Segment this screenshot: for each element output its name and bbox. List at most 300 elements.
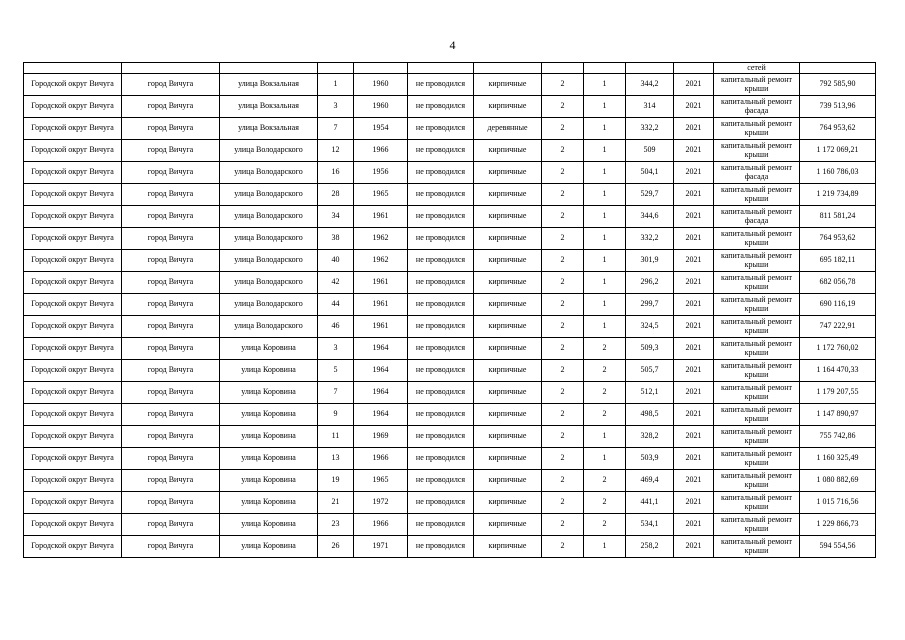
cell-house-number: 21 xyxy=(318,492,354,514)
table-row xyxy=(24,382,876,404)
cell-area: 498,5 xyxy=(626,404,674,426)
cell-wall-material: кирпичные xyxy=(474,316,542,338)
cell-municipality: Городской округ Вичуга xyxy=(24,272,122,294)
cell-wall-material: деревянные xyxy=(474,118,542,140)
cell-street: улица Коровина xyxy=(220,382,318,404)
cell-house-number: 34 xyxy=(318,206,354,228)
cell-entrances: 1 xyxy=(584,162,626,184)
cell-wall-material: кирпичные xyxy=(474,184,542,206)
cell-house-number: 19 xyxy=(318,470,354,492)
cell-floors: 2 xyxy=(542,118,584,140)
cell-floors: 2 xyxy=(542,492,584,514)
cell-municipality: Городской округ Вичуга xyxy=(24,74,122,96)
cell-house-number: 3 xyxy=(318,338,354,360)
cell-floors: 2 xyxy=(542,294,584,316)
cell-wall-material: кирпичные xyxy=(474,382,542,404)
cell-municipality: Городской округ Вичуга xyxy=(24,118,122,140)
table-row xyxy=(24,272,876,294)
cell-build-year: 1964 xyxy=(354,360,408,382)
table-row xyxy=(24,162,876,184)
cell-street: улица Володарского xyxy=(220,206,318,228)
cell-entrances: 1 xyxy=(584,294,626,316)
cell-municipality: Городской округ Вичуга xyxy=(24,514,122,536)
cell-area: 344,2 xyxy=(626,74,674,96)
cell-house-number: 16 xyxy=(318,162,354,184)
cell-entrances: 1 xyxy=(584,272,626,294)
cell-work-type: капитальный ремонт крыши xyxy=(714,382,800,404)
cell-plan-year: 2021 xyxy=(674,228,714,250)
cell-wall-material: кирпичные xyxy=(474,360,542,382)
header-cell xyxy=(122,63,220,74)
cell-wall-material: кирпичные xyxy=(474,272,542,294)
cell-plan-year: 2021 xyxy=(674,514,714,536)
cell-last-repair: не проводился xyxy=(408,316,474,338)
cell-street: улица Коровина xyxy=(220,448,318,470)
table-row xyxy=(24,118,876,140)
cell-work-type: капитальный ремонт крыши xyxy=(714,272,800,294)
cell-settlement: город Вичуга xyxy=(122,492,220,514)
cell-settlement: город Вичуга xyxy=(122,448,220,470)
cell-last-repair: не проводился xyxy=(408,492,474,514)
cell-street: улица Вокзальная xyxy=(220,96,318,118)
cell-entrances: 1 xyxy=(584,206,626,228)
cell-settlement: город Вичуга xyxy=(122,338,220,360)
cell-house-number: 12 xyxy=(318,140,354,162)
cell-last-repair: не проводился xyxy=(408,272,474,294)
cell-area: 505,7 xyxy=(626,360,674,382)
header-cell xyxy=(584,63,626,74)
cell-settlement: город Вичуга xyxy=(122,184,220,206)
cell-build-year: 1961 xyxy=(354,206,408,228)
cell-plan-year: 2021 xyxy=(674,360,714,382)
cell-municipality: Городской округ Вичуга xyxy=(24,338,122,360)
cell-entrances: 1 xyxy=(584,228,626,250)
cell-wall-material: кирпичные xyxy=(474,140,542,162)
cell-plan-year: 2021 xyxy=(674,140,714,162)
cell-cost: 1 160 325,49 xyxy=(800,448,876,470)
table-row xyxy=(24,338,876,360)
cell-floors: 2 xyxy=(542,206,584,228)
cell-floors: 2 xyxy=(542,272,584,294)
cell-cost: 811 581,24 xyxy=(800,206,876,228)
cell-municipality: Городской округ Вичуга xyxy=(24,294,122,316)
cell-work-type: капитальный ремонт крыши xyxy=(714,250,800,272)
cell-area: 296,2 xyxy=(626,272,674,294)
cell-street: улица Коровина xyxy=(220,536,318,558)
cell-build-year: 1972 xyxy=(354,492,408,514)
cell-street: улица Володарского xyxy=(220,228,318,250)
cell-settlement: город Вичуга xyxy=(122,250,220,272)
cell-plan-year: 2021 xyxy=(674,206,714,228)
cell-floors: 2 xyxy=(542,448,584,470)
table-header-row xyxy=(24,63,876,74)
cell-municipality: Городской округ Вичуга xyxy=(24,382,122,404)
cell-last-repair: не проводился xyxy=(408,96,474,118)
cell-cost: 1 172 069,21 xyxy=(800,140,876,162)
cell-street: улица Коровина xyxy=(220,360,318,382)
cell-wall-material: кирпичные xyxy=(474,338,542,360)
cell-build-year: 1971 xyxy=(354,536,408,558)
cell-last-repair: не проводился xyxy=(408,338,474,360)
cell-area: 332,2 xyxy=(626,228,674,250)
table-row xyxy=(24,404,876,426)
cell-cost: 690 116,19 xyxy=(800,294,876,316)
cell-floors: 2 xyxy=(542,74,584,96)
cell-area: 299,7 xyxy=(626,294,674,316)
cell-wall-material: кирпичные xyxy=(474,206,542,228)
cell-entrances: 1 xyxy=(584,140,626,162)
cell-wall-material: кирпичные xyxy=(474,404,542,426)
cell-floors: 2 xyxy=(542,162,584,184)
cell-area: 328,2 xyxy=(626,426,674,448)
cell-build-year: 1969 xyxy=(354,426,408,448)
cell-entrances: 2 xyxy=(584,338,626,360)
table-row xyxy=(24,426,876,448)
cell-plan-year: 2021 xyxy=(674,426,714,448)
cell-street: улица Володарского xyxy=(220,184,318,206)
cell-settlement: город Вичуга xyxy=(122,404,220,426)
cell-work-type: капитальный ремонт крыши xyxy=(714,492,800,514)
cell-floors: 2 xyxy=(542,470,584,492)
cell-work-type: капитальный ремонт крыши xyxy=(714,294,800,316)
cell-work-type: капитальный ремонт фасада xyxy=(714,162,800,184)
cell-plan-year: 2021 xyxy=(674,338,714,360)
cell-plan-year: 2021 xyxy=(674,294,714,316)
cell-last-repair: не проводился xyxy=(408,448,474,470)
cell-work-type: капитальный ремонт фасада xyxy=(714,206,800,228)
cell-cost: 792 585,90 xyxy=(800,74,876,96)
cell-entrances: 2 xyxy=(584,404,626,426)
cell-street: улица Вокзальная xyxy=(220,74,318,96)
cell-area: 301,9 xyxy=(626,250,674,272)
cell-last-repair: не проводился xyxy=(408,228,474,250)
cell-floors: 2 xyxy=(542,338,584,360)
cell-municipality: Городской округ Вичуга xyxy=(24,470,122,492)
cell-wall-material: кирпичные xyxy=(474,470,542,492)
cell-street: улица Володарского xyxy=(220,294,318,316)
cell-wall-material: кирпичные xyxy=(474,74,542,96)
cell-municipality: Городской округ Вичуга xyxy=(24,206,122,228)
cell-cost: 594 554,56 xyxy=(800,536,876,558)
cell-entrances: 2 xyxy=(584,492,626,514)
cell-plan-year: 2021 xyxy=(674,536,714,558)
page-number: 4 xyxy=(449,38,456,52)
cell-work-type: капитальный ремонт крыши xyxy=(714,404,800,426)
cell-plan-year: 2021 xyxy=(674,96,714,118)
header-cell xyxy=(24,63,122,74)
cell-cost: 755 742,86 xyxy=(800,426,876,448)
cell-municipality: Городской округ Вичуга xyxy=(24,184,122,206)
cell-settlement: город Вичуга xyxy=(122,426,220,448)
cell-work-type: капитальный ремонт крыши xyxy=(714,184,800,206)
cell-plan-year: 2021 xyxy=(674,382,714,404)
cell-cost: 1 015 716,56 xyxy=(800,492,876,514)
cell-work-type: капитальный ремонт крыши xyxy=(714,360,800,382)
cell-municipality: Городской округ Вичуга xyxy=(24,426,122,448)
cell-plan-year: 2021 xyxy=(674,250,714,272)
cell-house-number: 13 xyxy=(318,448,354,470)
cell-cost: 1 172 760,02 xyxy=(800,338,876,360)
cell-floors: 2 xyxy=(542,184,584,206)
cell-build-year: 1965 xyxy=(354,470,408,492)
cell-wall-material: кирпичные xyxy=(474,162,542,184)
cell-street: улица Вокзальная xyxy=(220,118,318,140)
cell-build-year: 1961 xyxy=(354,294,408,316)
capital-repair-table xyxy=(23,62,876,558)
cell-settlement: город Вичуга xyxy=(122,514,220,536)
cell-settlement: город Вичуга xyxy=(122,96,220,118)
cell-work-type: капитальный ремонт крыши xyxy=(714,140,800,162)
cell-last-repair: не проводился xyxy=(408,514,474,536)
cell-house-number: 1 xyxy=(318,74,354,96)
cell-house-number: 3 xyxy=(318,96,354,118)
cell-wall-material: кирпичные xyxy=(474,228,542,250)
cell-last-repair: не проводился xyxy=(408,382,474,404)
table-row xyxy=(24,96,876,118)
cell-municipality: Городской округ Вичуга xyxy=(24,140,122,162)
cell-last-repair: не проводился xyxy=(408,250,474,272)
cell-floors: 2 xyxy=(542,140,584,162)
cell-floors: 2 xyxy=(542,404,584,426)
table-row xyxy=(24,470,876,492)
cell-settlement: город Вичуга xyxy=(122,206,220,228)
cell-build-year: 1962 xyxy=(354,250,408,272)
cell-work-type: капитальный ремонт крыши xyxy=(714,426,800,448)
cell-street: улица Коровина xyxy=(220,470,318,492)
cell-build-year: 1966 xyxy=(354,514,408,536)
cell-work-type: капитальный ремонт крыши xyxy=(714,338,800,360)
cell-entrances: 1 xyxy=(584,250,626,272)
cell-municipality: Городской округ Вичуга xyxy=(24,404,122,426)
cell-work-type: капитальный ремонт крыши xyxy=(714,74,800,96)
cell-work-type: капитальный ремонт крыши xyxy=(714,470,800,492)
cell-settlement: город Вичуга xyxy=(122,470,220,492)
cell-work-type: капитальный ремонт крыши xyxy=(714,316,800,338)
cell-last-repair: не проводился xyxy=(408,294,474,316)
cell-house-number: 26 xyxy=(318,536,354,558)
cell-cost: 764 953,62 xyxy=(800,118,876,140)
table-row xyxy=(24,228,876,250)
header-cell xyxy=(542,63,584,74)
cell-last-repair: не проводился xyxy=(408,470,474,492)
cell-cost: 1 080 882,69 xyxy=(800,470,876,492)
cell-work-type: капитальный ремонт крыши xyxy=(714,448,800,470)
cell-settlement: город Вичуга xyxy=(122,360,220,382)
cell-area: 332,2 xyxy=(626,118,674,140)
cell-cost: 1 147 890,97 xyxy=(800,404,876,426)
cell-entrances: 2 xyxy=(584,470,626,492)
cell-cost: 739 513,96 xyxy=(800,96,876,118)
cell-settlement: город Вичуга xyxy=(122,272,220,294)
cell-floors: 2 xyxy=(542,96,584,118)
cell-municipality: Городской округ Вичуга xyxy=(24,448,122,470)
cell-plan-year: 2021 xyxy=(674,118,714,140)
cell-street: улица Коровина xyxy=(220,514,318,536)
cell-house-number: 9 xyxy=(318,404,354,426)
cell-house-number: 42 xyxy=(318,272,354,294)
table-row xyxy=(24,184,876,206)
header-cell xyxy=(354,63,408,74)
cell-floors: 2 xyxy=(542,316,584,338)
cell-municipality: Городской округ Вичуга xyxy=(24,250,122,272)
cell-wall-material: кирпичные xyxy=(474,294,542,316)
cell-street: улица Коровина xyxy=(220,492,318,514)
cell-build-year: 1961 xyxy=(354,316,408,338)
table-row xyxy=(24,74,876,96)
cell-plan-year: 2021 xyxy=(674,316,714,338)
cell-area: 324,5 xyxy=(626,316,674,338)
cell-cost: 682 056,78 xyxy=(800,272,876,294)
table-row xyxy=(24,294,876,316)
table-row xyxy=(24,360,876,382)
cell-last-repair: не проводился xyxy=(408,74,474,96)
cell-entrances: 2 xyxy=(584,360,626,382)
cell-floors: 2 xyxy=(542,382,584,404)
cell-wall-material: кирпичные xyxy=(474,514,542,536)
cell-street: улица Коровина xyxy=(220,338,318,360)
cell-plan-year: 2021 xyxy=(674,448,714,470)
cell-settlement: город Вичуга xyxy=(122,228,220,250)
table-row xyxy=(24,250,876,272)
cell-area: 509,3 xyxy=(626,338,674,360)
cell-settlement: город Вичуга xyxy=(122,162,220,184)
cell-area: 344,6 xyxy=(626,206,674,228)
cell-build-year: 1960 xyxy=(354,96,408,118)
cell-last-repair: не проводился xyxy=(408,162,474,184)
cell-work-type: капитальный ремонт крыши xyxy=(714,118,800,140)
header-cell xyxy=(474,63,542,74)
header-cell xyxy=(626,63,674,74)
cell-build-year: 1956 xyxy=(354,162,408,184)
cell-floors: 2 xyxy=(542,514,584,536)
cell-last-repair: не проводился xyxy=(408,184,474,206)
cell-plan-year: 2021 xyxy=(674,404,714,426)
cell-work-type: капитальный ремонт крыши xyxy=(714,514,800,536)
cell-settlement: город Вичуга xyxy=(122,74,220,96)
cell-last-repair: не проводился xyxy=(408,140,474,162)
cell-build-year: 1960 xyxy=(354,74,408,96)
cell-floors: 2 xyxy=(542,360,584,382)
cell-plan-year: 2021 xyxy=(674,184,714,206)
table-row xyxy=(24,492,876,514)
cell-area: 509 xyxy=(626,140,674,162)
cell-entrances: 2 xyxy=(584,514,626,536)
cell-last-repair: не проводился xyxy=(408,360,474,382)
cell-street: улица Володарского xyxy=(220,316,318,338)
cell-plan-year: 2021 xyxy=(674,272,714,294)
cell-area: 441,1 xyxy=(626,492,674,514)
cell-plan-year: 2021 xyxy=(674,74,714,96)
cell-municipality: Городской округ Вичуга xyxy=(24,536,122,558)
cell-house-number: 38 xyxy=(318,228,354,250)
cell-municipality: Городской округ Вичуга xyxy=(24,96,122,118)
cell-build-year: 1964 xyxy=(354,338,408,360)
cell-build-year: 1962 xyxy=(354,228,408,250)
cell-last-repair: не проводился xyxy=(408,536,474,558)
cell-floors: 2 xyxy=(542,228,584,250)
cell-settlement: город Вичуга xyxy=(122,536,220,558)
cell-cost: 1 229 866,73 xyxy=(800,514,876,536)
cell-floors: 2 xyxy=(542,250,584,272)
cell-build-year: 1964 xyxy=(354,404,408,426)
cell-work-type: капитальный ремонт крыши xyxy=(714,228,800,250)
cell-wall-material: кирпичные xyxy=(474,250,542,272)
cell-cost: 1 179 207,55 xyxy=(800,382,876,404)
cell-settlement: город Вичуга xyxy=(122,118,220,140)
cell-cost: 1 160 786,03 xyxy=(800,162,876,184)
cell-area: 504,1 xyxy=(626,162,674,184)
cell-street: улица Володарского xyxy=(220,272,318,294)
cell-house-number: 5 xyxy=(318,360,354,382)
cell-area: 469,4 xyxy=(626,470,674,492)
cell-entrances: 2 xyxy=(584,382,626,404)
cell-street: улица Володарского xyxy=(220,250,318,272)
cell-municipality: Городской округ Вичуга xyxy=(24,360,122,382)
cell-street: улица Володарского xyxy=(220,140,318,162)
table-body xyxy=(24,63,876,558)
cell-house-number: 46 xyxy=(318,316,354,338)
cell-wall-material: кирпичные xyxy=(474,448,542,470)
cell-settlement: город Вичуга xyxy=(122,316,220,338)
cell-cost: 1 219 734,89 xyxy=(800,184,876,206)
cell-floors: 2 xyxy=(542,426,584,448)
table-row xyxy=(24,140,876,162)
cell-plan-year: 2021 xyxy=(674,492,714,514)
header-cell xyxy=(408,63,474,74)
cell-house-number: 11 xyxy=(318,426,354,448)
cell-house-number: 23 xyxy=(318,514,354,536)
header-cell xyxy=(220,63,318,74)
cell-last-repair: не проводился xyxy=(408,426,474,448)
cell-house-number: 7 xyxy=(318,118,354,140)
cell-area: 529,7 xyxy=(626,184,674,206)
header-cell: сетей xyxy=(714,63,800,74)
cell-wall-material: кирпичные xyxy=(474,96,542,118)
cell-house-number: 40 xyxy=(318,250,354,272)
cell-settlement: город Вичуга xyxy=(122,294,220,316)
cell-cost: 747 222,91 xyxy=(800,316,876,338)
table-row xyxy=(24,316,876,338)
cell-street: улица Коровина xyxy=(220,404,318,426)
cell-street: улица Коровина xyxy=(220,426,318,448)
cell-area: 503,9 xyxy=(626,448,674,470)
cell-area: 258,2 xyxy=(626,536,674,558)
cell-build-year: 1966 xyxy=(354,448,408,470)
cell-build-year: 1961 xyxy=(354,272,408,294)
cell-plan-year: 2021 xyxy=(674,162,714,184)
cell-entrances: 1 xyxy=(584,74,626,96)
cell-house-number: 44 xyxy=(318,294,354,316)
cell-last-repair: не проводился xyxy=(408,404,474,426)
cell-entrances: 1 xyxy=(584,184,626,206)
cell-build-year: 1964 xyxy=(354,382,408,404)
cell-entrances: 1 xyxy=(584,448,626,470)
cell-cost: 695 182,11 xyxy=(800,250,876,272)
cell-wall-material: кирпичные xyxy=(474,426,542,448)
cell-street: улица Володарского xyxy=(220,162,318,184)
table-row xyxy=(24,514,876,536)
cell-work-type: капитальный ремонт фасада xyxy=(714,96,800,118)
cell-work-type: капитальный ремонт крыши xyxy=(714,536,800,558)
cell-area: 534,1 xyxy=(626,514,674,536)
cell-entrances: 1 xyxy=(584,118,626,140)
cell-entrances: 1 xyxy=(584,316,626,338)
cell-municipality: Городской округ Вичуга xyxy=(24,492,122,514)
cell-cost: 1 164 470,33 xyxy=(800,360,876,382)
cell-municipality: Городской округ Вичуга xyxy=(24,162,122,184)
header-cell xyxy=(800,63,876,74)
table-row xyxy=(24,206,876,228)
